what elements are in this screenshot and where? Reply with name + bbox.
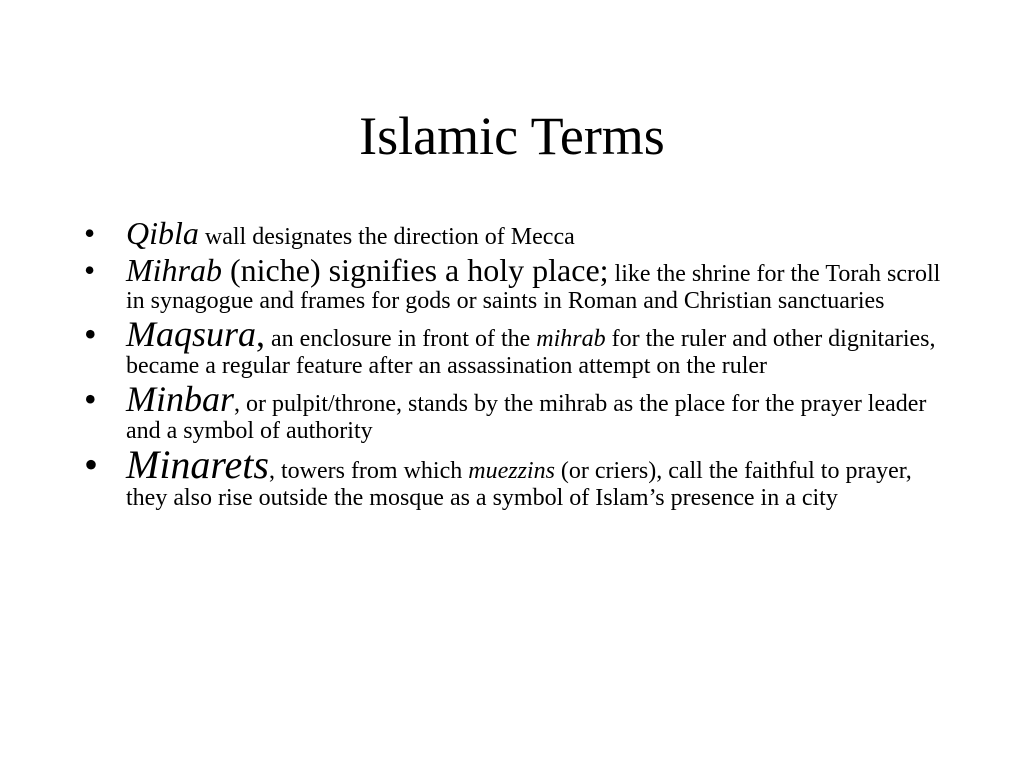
bullet-qibla (84, 215, 954, 251)
definition-maqsura-b: for the ruler and other dignitaries, became a regular feature after an assassination attempt on the ruler (126, 326, 936, 379)
emphasis-mihrab: mihrab (536, 326, 606, 352)
definition-qibla: wall designates the direction of Mecca (198, 224, 575, 250)
term-qibla: Qibla (126, 215, 199, 251)
slide-title: Islamic Terms (359, 106, 665, 166)
bullet-dot: • (84, 314, 97, 354)
bullet-dot: • (84, 442, 99, 487)
term-minbar: Minbar (126, 379, 234, 419)
definition-minarets-a: , towers from which (268, 458, 469, 484)
bullet-minbar (84, 379, 954, 445)
bullet-dot: • (84, 252, 96, 288)
definition-mihrab: like the shrine for the Torah scroll in synagogue and frames for gods or saints in Roman and Christian sanctuaries (126, 261, 941, 314)
bullet-mihrab (84, 252, 954, 315)
definition-maqsura-a: an enclosure in front of the (265, 326, 537, 352)
bullet-maqsura (84, 314, 954, 380)
definition-minarets-b: (or criers), call the faithful to prayer, they also rise outside the mosque as a symbol of Islam’s presence in a city (126, 458, 912, 511)
term-maqsura-comma: , (256, 314, 266, 354)
bullet-dot: • (84, 379, 97, 419)
definition-minbar: , or pulpit/throne, stands by the mihrab as the place for the prayer leader and a symbol of authority (126, 391, 927, 444)
term-minarets: Minarets (126, 442, 269, 487)
definition-mihrab-lead: (niche) signifies a holy place; (222, 252, 609, 288)
term-maqsura: Maqsura (126, 314, 257, 354)
term-mihrab: Mihrab (126, 252, 222, 288)
bullet-dot: • (84, 215, 96, 251)
bullet-list (84, 215, 954, 518)
emphasis-muezzins: muezzins (468, 458, 555, 484)
bullet-minarets (84, 442, 954, 512)
